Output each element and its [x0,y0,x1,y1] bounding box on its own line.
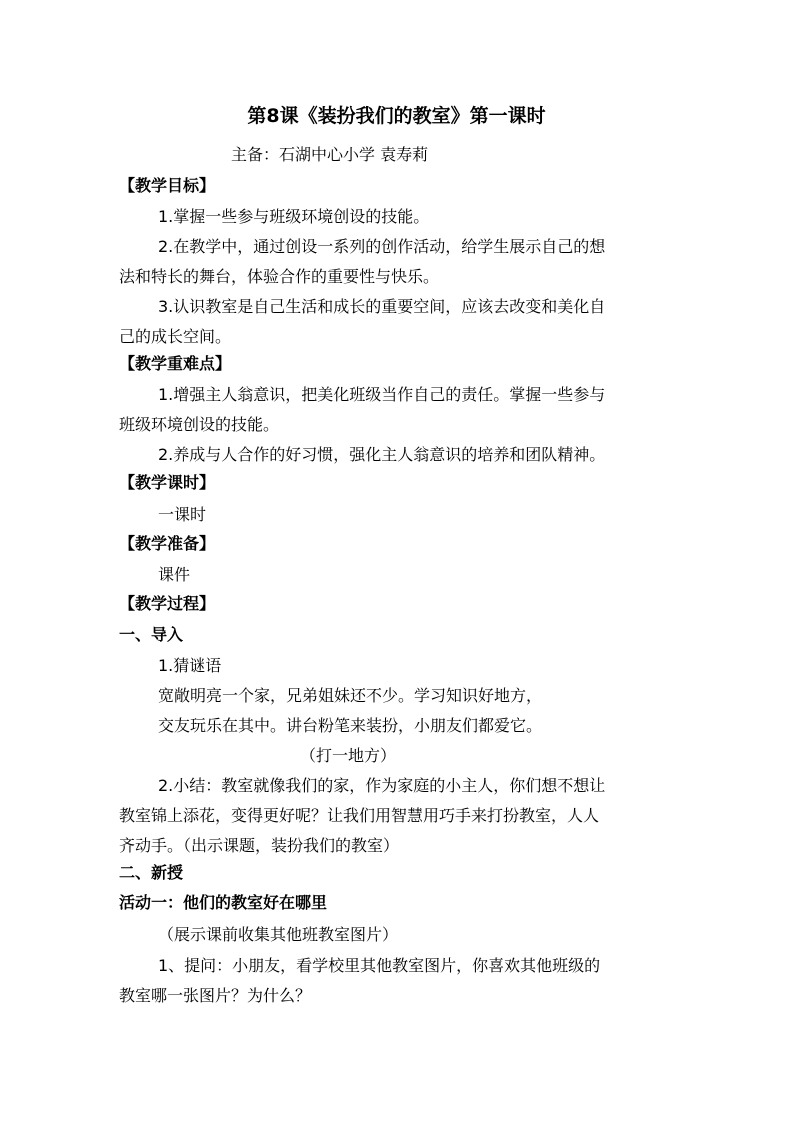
process-heading: 【教学过程】 [119,594,216,613]
objective-line: 己的成长空间。 [119,327,232,346]
objectives-heading: 【教学目标】 [119,176,216,195]
riddle-label: 1.猜谜语 [158,656,222,675]
author-byline: 主备：石湖中心小学 袁寿莉 [231,145,429,164]
summary-line: 2.小结：教室就像我们的家，作为家庭的小主人，你们想不想让 [158,776,606,795]
document-title: 第8课《装扮我们的教室》第一课时 [247,105,546,127]
preparation-heading: 【教学准备】 [119,534,216,553]
key-point-line: 班级环境创设的技能。 [119,415,280,434]
objective-line: 1.掌握一些参与班级环境创设的技能。 [158,207,430,226]
new-lesson-heading: 二、新授 [119,863,184,882]
riddle-line: 交友玩乐在其中。讲台粉笔来装扮，小朋友们都爱它。 [158,716,543,735]
riddle-line: 宽敞明亮一个家，兄弟姐妹还不少。学习知识好地方， [158,686,543,705]
activity-line: 教室哪一张图片？为什么？ [119,986,312,1005]
summary-line: 教室锦上添花，变得更好呢？让我们用智慧用巧手来打扮教室，人人 [119,806,600,825]
objective-line: 3.认识教室是自己生活和成长的重要空间，应该去改变和美化自 [158,297,606,316]
preparation-text: 课件 [158,565,191,584]
key-point-line: 2.养成与人合作的好习惯，强化主人翁意识的培养和团队精神。 [158,445,606,464]
key-point-line: 1.增强主人翁意识，把美化班级当作自己的责任。掌握一些参与 [158,385,606,404]
key-points-heading: 【教学重难点】 [119,354,232,373]
summary-line: 齐动手。（出示课题，装扮我们的教室） [119,836,400,855]
periods-heading: 【教学课时】 [119,473,216,492]
objective-line: 法和特长的舞台，体验合作的重要性与快乐。 [119,267,440,286]
riddle-hint: （打一地方） [300,746,397,765]
activity-line: （展示课前收集其他班教室图片） [158,925,399,944]
periods-text: 一课时 [158,505,207,524]
objective-line: 2.在教学中，通过创设一系列的创作活动，给学生展示自己的想 [158,237,606,256]
activity-line: 1、提问：小朋友，看学校里其他教室图片，你喜欢其他班级的 [158,956,601,975]
activity-one-heading: 活动一：他们的教室好在哪里 [119,893,328,912]
intro-heading: 一、导入 [119,625,184,644]
